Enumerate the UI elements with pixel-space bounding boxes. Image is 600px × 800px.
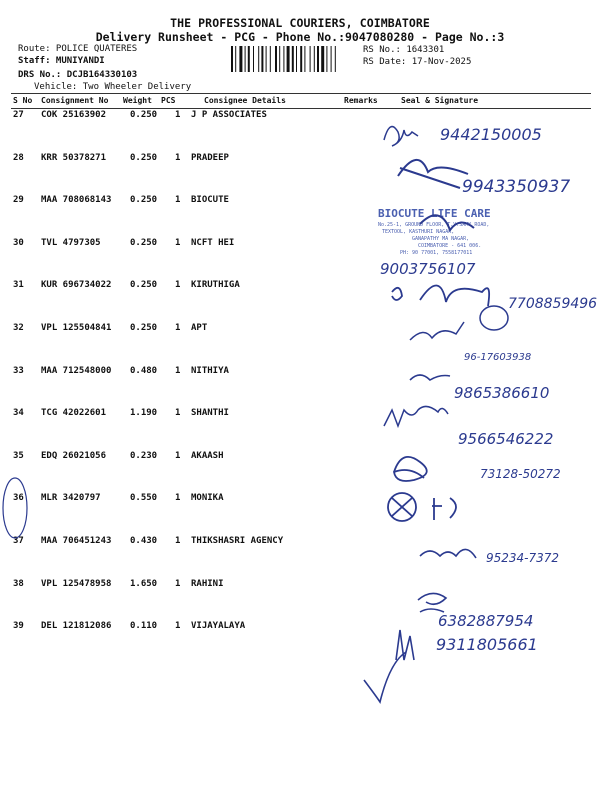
rs-date: RS Date: 17-Nov-2025 xyxy=(363,57,472,67)
table-row xyxy=(11,408,591,422)
row-weight: 0.230 xyxy=(130,450,158,461)
table-row xyxy=(11,195,591,209)
row-pcs: 1 xyxy=(175,408,181,419)
row-sno: 27 xyxy=(13,110,24,120)
row-consignment-no: COK 25163902 xyxy=(41,110,107,120)
phone-39: 9311805661 xyxy=(436,635,538,654)
stamp-address4: COIMBATORE - 641 006. xyxy=(418,243,482,249)
row-consignment-no: DEL 121812086 xyxy=(41,621,112,632)
row-weight: 0.110 xyxy=(130,621,158,632)
table-row xyxy=(11,323,591,337)
row-weight: 0.250 xyxy=(130,195,158,206)
col-consignment: Consignment No xyxy=(41,96,109,105)
row-sno: 29 xyxy=(13,195,24,206)
phone-32: 96-17603938 xyxy=(464,352,532,363)
route-label: Route: POLICE QUATERES xyxy=(18,44,138,54)
table-row xyxy=(11,621,591,635)
row-consignee: PRADEEP xyxy=(191,152,229,163)
row-consignee: KIRUTHIGA xyxy=(191,280,240,291)
row-consignment-no: EDQ 26021056 xyxy=(41,450,107,461)
row-sno: 38 xyxy=(13,578,24,589)
stamp-name: BIOCUTE LIFE CARE xyxy=(378,207,491,220)
row-weight: 0.430 xyxy=(130,536,158,546)
row-weight: 0.480 xyxy=(130,365,158,376)
row-consignment-no: TVL 4797305 xyxy=(41,237,101,248)
col-weight: Weight xyxy=(123,96,152,105)
row-consignment-no: MAA 708068143 xyxy=(41,195,112,206)
table-row xyxy=(11,366,591,380)
staff-label: Staff: MUNIYANDI xyxy=(18,56,105,66)
vehicle-label: Vehicle: Two Wheeler Delivery xyxy=(34,82,192,92)
row-sno: 35 xyxy=(13,450,24,461)
row-consignee: AKAASH xyxy=(191,450,224,461)
row-consignment-no: MAA 706451243 xyxy=(41,536,112,546)
row-consignment-no: KUR 696734022 xyxy=(41,280,112,291)
signature-29-icon xyxy=(420,215,474,230)
row-weight: 0.250 xyxy=(130,280,158,291)
row-pcs: 1 xyxy=(175,621,181,632)
row-weight: 0.250 xyxy=(130,110,158,120)
col-seal: Seal & Signature xyxy=(401,96,479,105)
signature-38-icon xyxy=(418,593,446,612)
barcode xyxy=(231,46,359,72)
phone-33: 9865386610 xyxy=(454,384,550,402)
row-weight: 1.190 xyxy=(130,408,158,419)
row-sno: 37 xyxy=(13,536,24,546)
row-sno: 33 xyxy=(13,365,24,376)
row-pcs: 1 xyxy=(175,365,181,376)
row-consignee: THIKSHASRI AGENCY xyxy=(191,536,284,546)
table-row xyxy=(11,153,591,167)
row-sno: 31 xyxy=(13,280,24,291)
col-consignee: Consignee Details xyxy=(204,96,286,105)
row-consignment-no: TCG 42022601 xyxy=(41,408,107,419)
col-pcs: PCS xyxy=(161,96,176,105)
table-header xyxy=(11,93,591,109)
row-consignee: SHANTHI xyxy=(191,408,229,419)
row-pcs: 1 xyxy=(175,152,181,163)
table-row xyxy=(11,451,591,465)
rs-number: RS No.: 1643301 xyxy=(363,45,445,55)
row-consignee: NCFT HEI xyxy=(191,237,235,248)
phone-30: 9003756107 xyxy=(380,260,476,278)
stamp-address2: TEXTOOL, KASTHURI NAGAR, xyxy=(382,229,455,235)
row-consignment-no: MLR 3420797 xyxy=(41,493,101,504)
row-weight: 0.250 xyxy=(130,152,158,163)
row-sno: 39 xyxy=(13,621,24,632)
row-weight: 0.550 xyxy=(130,493,158,504)
row-consignee: APT xyxy=(191,323,208,333)
row-sno: 30 xyxy=(13,237,24,248)
row-sno: 32 xyxy=(13,323,24,333)
col-sno: S No xyxy=(13,96,33,105)
row-consignment-no: MAA 712548000 xyxy=(41,365,112,376)
runsheet-subtitle: Delivery Runsheet - PCG - Phone No.:9047080280 - Page No.:3 xyxy=(95,30,505,44)
row-pcs: 1 xyxy=(175,280,181,291)
phone-35: 73128-50272 xyxy=(480,467,561,481)
stamp-address1: No.25-1, GROUND FLOOR, T.V.SAMY ROAD, xyxy=(378,222,490,228)
signature-27-icon xyxy=(384,127,418,146)
row-consignment-no: VPL 125504841 xyxy=(41,323,112,333)
company-title: THE PROFESSIONAL COURIERS, COIMBATORE xyxy=(170,16,430,30)
row-consignee: BIOCUTE xyxy=(191,195,229,206)
signature-39-icon xyxy=(364,630,414,702)
row-pcs: 1 xyxy=(175,323,181,333)
phone-27: 9442150005 xyxy=(440,125,542,144)
circle-mark-icon xyxy=(3,478,27,538)
table-row xyxy=(11,536,591,550)
row-pcs: 1 xyxy=(175,110,181,120)
row-consignment-no: KRR 50378271 xyxy=(41,152,107,163)
row-pcs: 1 xyxy=(175,493,181,504)
row-consignee: VIJAYALAYA xyxy=(191,621,246,632)
row-sno: 36 xyxy=(13,493,24,504)
phone-37: 95234-7372 xyxy=(486,551,560,565)
row-consignment-no: VPL 125478958 xyxy=(41,578,112,589)
row-pcs: 1 xyxy=(175,536,181,546)
drs-number: DRS No.: DCJB164330103 xyxy=(18,70,138,80)
row-consignee: MONIKA xyxy=(191,493,224,504)
col-remarks: Remarks xyxy=(344,96,378,105)
table-row xyxy=(11,110,591,124)
row-consignee: NITHIYA xyxy=(191,365,229,376)
row-pcs: 1 xyxy=(175,237,181,248)
table-row xyxy=(11,238,591,252)
stamp-phone: PH: 90 77001, 7558177011 xyxy=(400,250,473,256)
table-row xyxy=(11,280,591,294)
phone-34: 9566546222 xyxy=(458,430,554,448)
row-pcs: 1 xyxy=(175,450,181,461)
phone-28: 9943350937 xyxy=(462,177,571,197)
signature-37-icon xyxy=(420,549,476,558)
row-weight: 0.250 xyxy=(130,237,158,248)
row-sno: 28 xyxy=(13,152,24,163)
row-consignee: J P ASSOCIATES xyxy=(191,110,267,120)
row-pcs: 1 xyxy=(175,195,181,206)
row-sno: 34 xyxy=(13,408,24,419)
row-pcs: 1 xyxy=(175,578,181,589)
row-weight: 0.250 xyxy=(130,323,158,333)
row-weight: 1.650 xyxy=(130,578,158,589)
phone-38: 6382887954 xyxy=(438,612,534,630)
stamp-address3: GANAPATHY MA NAGAR, xyxy=(412,236,470,242)
phone-31: 7708859496 xyxy=(508,296,598,312)
table-row xyxy=(11,579,591,593)
table-row xyxy=(11,493,591,507)
row-consignee: RAHINI xyxy=(191,578,224,589)
